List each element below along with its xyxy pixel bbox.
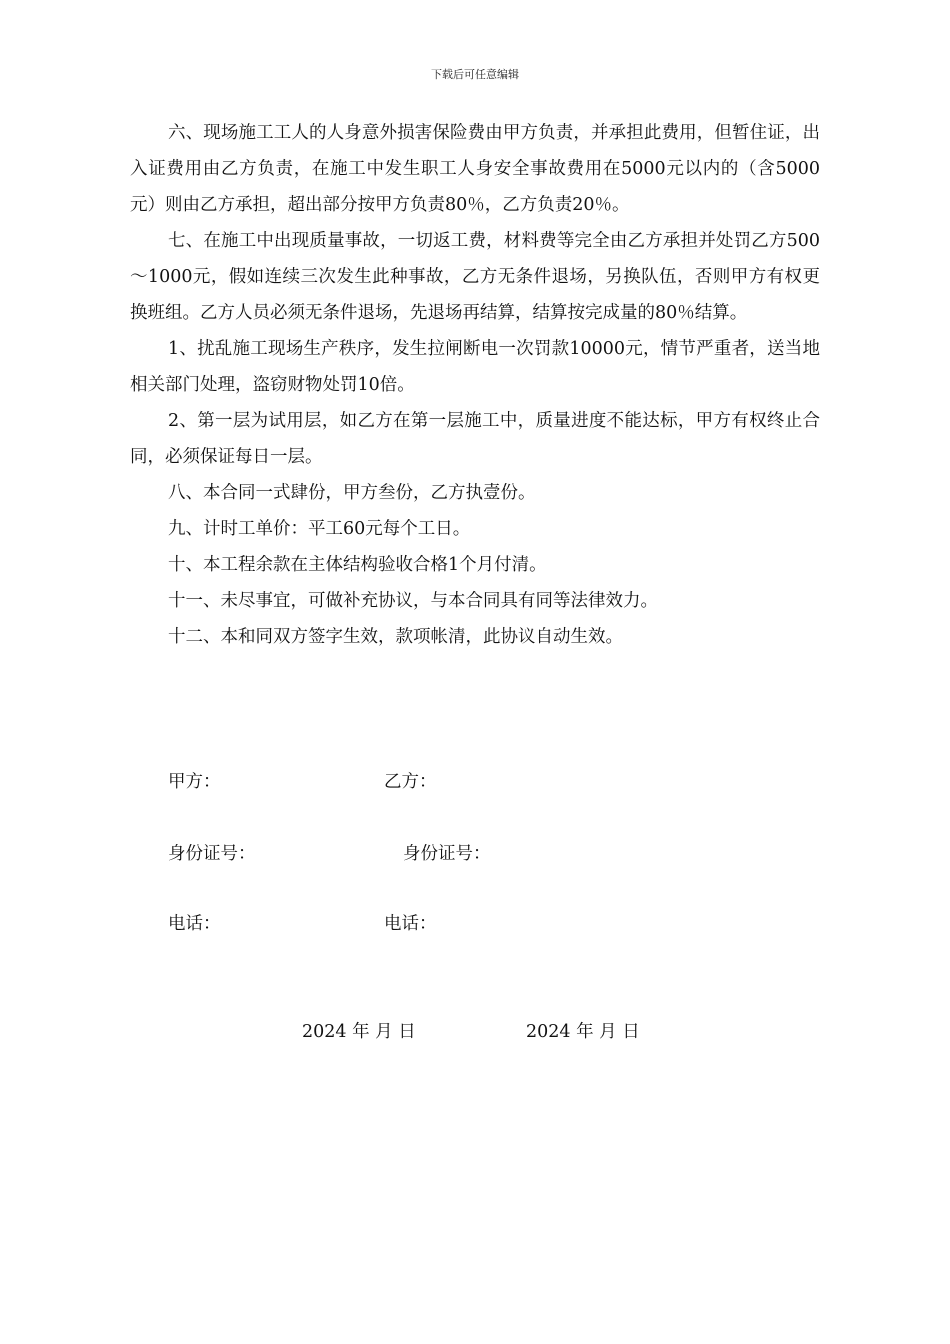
- clause-7-item-2: 2、第一层为试用层，如乙方在第一层施工中，质量进度不能达标，甲方有权终止合同，必须保证每日一层。: [130, 411, 820, 467]
- id-number-b-label: 身份证号：: [403, 844, 491, 864]
- party-a-label: 甲方：: [168, 772, 221, 792]
- clause-9: 九、计时工单价：平工60元每个工日。: [168, 519, 471, 539]
- phone-a-label: 电话：: [168, 914, 221, 934]
- date-party-b: 2024 年 月 日: [526, 1022, 640, 1042]
- phone-b-label: 电话：: [384, 914, 437, 934]
- clause-6: 六、现场施工工人的人身意外损害保险费由甲方负责，并承担此费用，但暂住证，出入证费用由乙方负责，在施工中发生职工人身安全事故费用在5000元以内的（含5000元）则由乙方承担，超出部分按甲方负责80％，乙方负责20％。: [130, 123, 820, 215]
- party-b-label: 乙方：: [384, 772, 437, 792]
- contract-body: [130, 115, 820, 655]
- date-party-a: 2024 年 月 日: [302, 1022, 416, 1042]
- page-header-note: 下载后可任意编辑: [431, 68, 519, 81]
- clause-7: 七、在施工中出现质量事故，一切返工费，材料费等完全由乙方承担并处罚乙方500～1000元，假如连续三次发生此种事故，乙方无条件退场，另换队伍，否则甲方有权更换班组。乙方人员必须无条件退场，先退场再结算，结算按完成量的80％结算。: [130, 231, 820, 323]
- clause-7-item-1: 1、扰乱施工现场生产秩序，发生拉闸断电一次罚款10000元，情节严重者，送当地相关部门处理，盗窃财物处罚10倍。: [130, 339, 820, 395]
- clause-11: 十一、未尽事宜，可做补充协议，与本合同具有同等法律效力。: [168, 591, 658, 611]
- clause-12: 十二、本和同双方签字生效，款项帐清，此协议自动生效。: [168, 627, 623, 647]
- clause-8: 八、本合同一式肆份，甲方叁份，乙方执壹份。: [168, 483, 536, 503]
- clause-10: 十、本工程余款在主体结构验收合格1个月付清。: [168, 555, 547, 575]
- id-number-a-label: 身份证号：: [168, 844, 256, 864]
